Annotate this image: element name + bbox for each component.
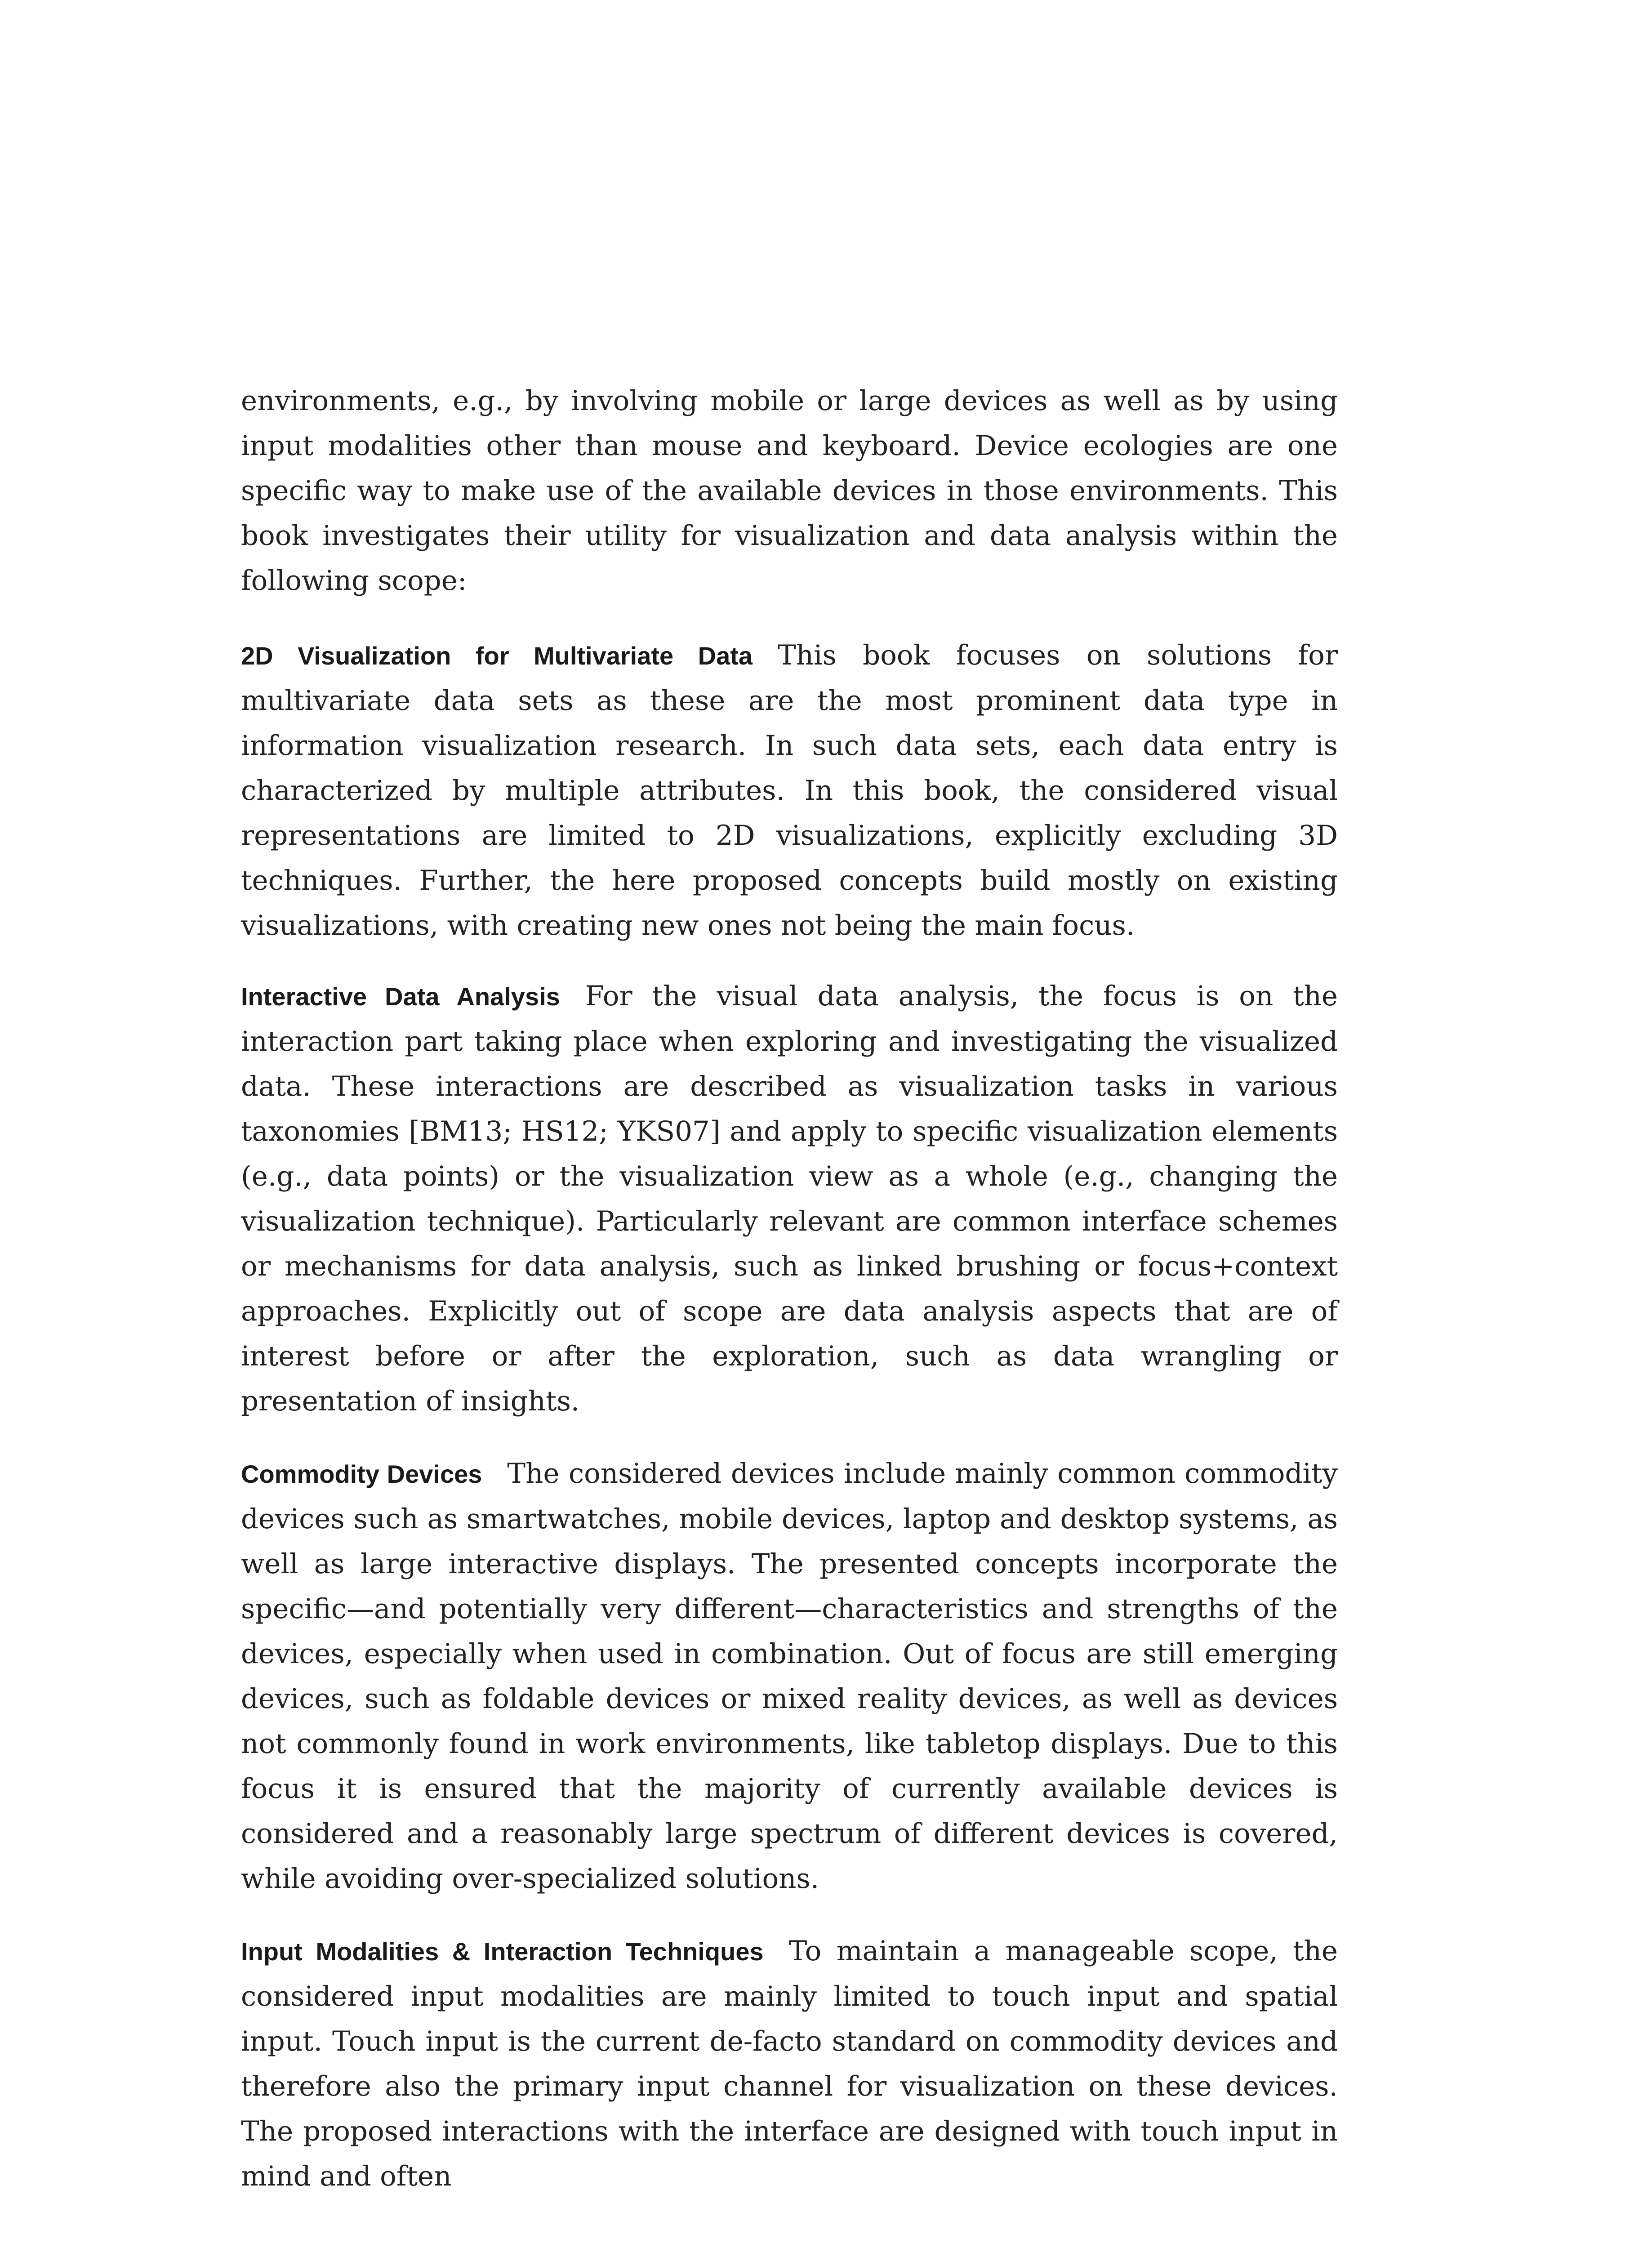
section-heading-input-modalities: Input Modalities & Interaction Techniques	[241, 1937, 764, 1966]
section-text-input-modalities: To maintain a manageable scope, the considered input modalities are mainly limited to touch input and spatial input. Touch input is the current de-facto standard on commodity devices and therefore also the primary input channel for visualization on these devices. The proposed interactions with the interface are designed with touch input in mind and often	[241, 1935, 1338, 2192]
section-text-commodity-devices: The considered devices include mainly common commodity devices such as smartwatches, mobile devices, laptop and desktop systems, as well as large interactive displays. The presented concepts incorporate the specific—and potentially very different—characteristics and strengths of the devices, especially when used in combination. Out of focus are still emerging devices, such as foldable devices or mixed reality devices, as well as devices not commonly found in work environments, like tabletop displays. Due to this focus it is ensured that the majority of currently available devices is considered and a reasonably large spectrum of different devices is covered, while avoiding over-specialized solutions.	[241, 1458, 1338, 1895]
intro-text: environments, e.g., by involving mobile or large devices as well as by using input modalities other than mouse and keyboard. Device ecologies are one specific way to make use of the available devices in those environments. This book investigates their utility for visualization and data analysis within the following scope:	[241, 385, 1338, 597]
section-2d-visualization	[241, 633, 1338, 948]
section-text-interactive-data-analysis: For the visual data analysis, the focus is on the interaction part taking place when exploring and investigating the visualized data. These interactions are described as visualization tasks in various taxonomies [BM13; HS12; YKS07] and apply to specific visualization elements (e.g., data points) or the visualization view as a whole (e.g., changing the visualization technique). Particularly relevant are common interface schemes or mechanisms for data analysis, such as linked brushing or focus+context approaches. Explicitly out of scope are data analysis aspects that are of interest before or after the exploration, such as data wrangling or presentation of insights.	[241, 980, 1338, 1417]
section-heading-2d-visualization: 2D Visualization for Multivariate Data	[241, 642, 753, 670]
section-commodity-devices	[241, 1451, 1338, 1901]
section-heading-commodity-devices: Commodity Devices	[241, 1460, 482, 1488]
section-interactive-data-analysis	[241, 974, 1338, 1424]
intro-paragraph	[241, 379, 1338, 603]
section-input-modalities	[241, 1929, 1338, 2199]
section-text-2d-visualization: This book focuses on solutions for multivariate data sets as these are the most prominent data type in information visualization research. In such data sets, each data entry is characterized by multiple attributes. In this book, the considered visual representations are limited to 2D visualizations, explicitly excluding 3D techniques. Further, the here proposed concepts build mostly on existing visualizations, with creating new ones not being the main focus.	[241, 639, 1338, 941]
section-heading-interactive-data-analysis: Interactive Data Analysis	[241, 982, 560, 1011]
